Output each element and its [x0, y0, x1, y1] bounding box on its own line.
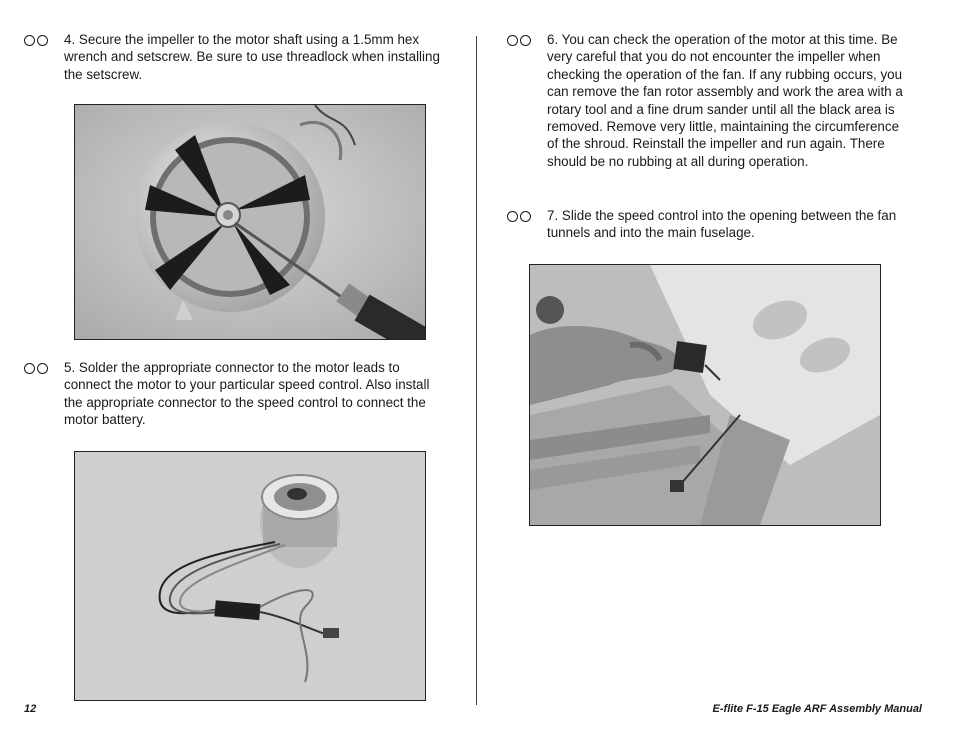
- page-number: 12: [24, 703, 37, 715]
- checkbox-icon[interactable]: [37, 35, 48, 46]
- checkbox-icon[interactable]: [520, 35, 531, 46]
- checkbox-icon[interactable]: [520, 211, 531, 222]
- checkbox-icon[interactable]: [37, 363, 48, 374]
- checkbox-pair[interactable]: [507, 207, 537, 224]
- step-4-text: 4. Secure the impeller to the motor shaft using a 1.5mm hex wrench and setscrew. Be sure to use threadlock when installing the setscrew.: [64, 32, 440, 82]
- checkbox-pair[interactable]: [507, 31, 537, 48]
- column-divider: [476, 36, 477, 705]
- checkbox-pair[interactable]: [24, 31, 54, 48]
- step-6-text: 6. You can check the operation of the motor at this time. Be very careful that you do not encounter the impeller when checking the operation of the fan. If any rubbing occurs, you can remove the fan rotor assembly and work the area with a rotary tool and a fine drum sander until all the black area is removed. Remove very little, maintaining the circumference of the shroud. Reinstall the impeller and run again. There should be no rubbing at all during operation.: [547, 32, 903, 169]
- motor-leads-photo: [74, 451, 426, 701]
- checkbox-icon[interactable]: [24, 35, 35, 46]
- checkbox-pair[interactable]: [24, 359, 54, 376]
- manual-title: E-flite F-15 Eagle ARF Assembly Manual: [712, 703, 922, 715]
- step-5-text: 5. Solder the appropriate connector to the motor leads to connect the motor to your particular speed control. Also install the appropriate connector to the speed control to connect the motor battery.: [64, 360, 430, 428]
- fuselage-photo: [529, 264, 881, 526]
- step-7-text: 7. Slide the speed control into the opening between the fan tunnels and into the main fuselage.: [547, 208, 897, 241]
- checkbox-icon[interactable]: [24, 363, 35, 374]
- checkbox-icon[interactable]: [507, 211, 518, 222]
- impeller-photo: [74, 104, 426, 340]
- checkbox-icon[interactable]: [507, 35, 518, 46]
